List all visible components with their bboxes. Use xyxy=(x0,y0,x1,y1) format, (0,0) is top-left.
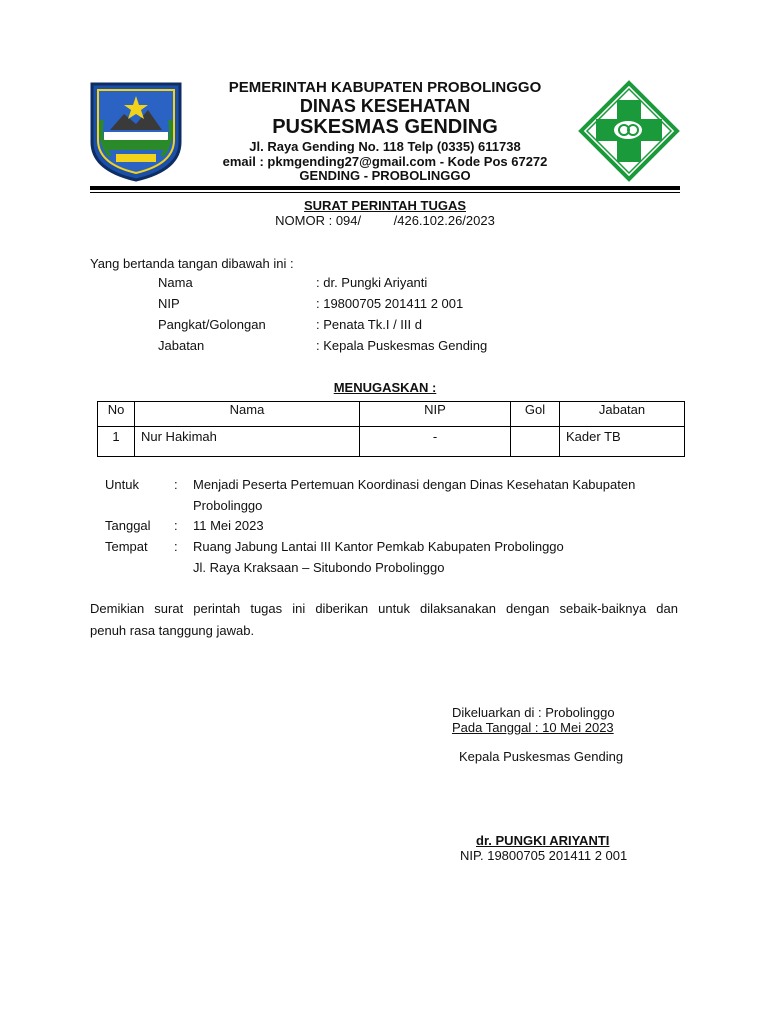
intro-text: Yang bertanda tangan dibawah ini : xyxy=(90,256,294,271)
document-number: NOMOR : 094/ /426.102.26/2023 xyxy=(275,213,495,228)
assignment-table xyxy=(97,401,685,457)
letterhead-government: PEMERINTAH KABUPATEN PROBOLINGGO xyxy=(228,79,542,96)
letterhead-agency: DINAS KESEHATAN xyxy=(299,96,471,116)
untuk-label: Untuk xyxy=(105,477,139,492)
document-title: SURAT PERINTAH TUGAS xyxy=(303,198,467,213)
signer-name-label: Nama xyxy=(158,275,193,290)
cell-nama: Nur Hakimah xyxy=(135,427,360,457)
cell-jabatan: Kader TB xyxy=(560,427,685,457)
tanggal-label: Tanggal xyxy=(105,518,151,533)
signer-position: Kepala Puskesmas Gending xyxy=(459,749,624,764)
tanggal-value: 11 Mei 2023 xyxy=(193,518,264,533)
letterhead-location: GENDING - PROBOLINGGO xyxy=(299,168,471,183)
tempat-label: Tempat xyxy=(105,539,148,554)
issued-place: Dikeluarkan di : Probolinggo xyxy=(452,705,615,720)
header-jabatan: Jabatan xyxy=(560,402,685,427)
tempat-value-line2: Jl. Raya Kraksaan – Situbondo Probolinggo xyxy=(193,560,445,575)
letterhead-address: Jl. Raya Gending No. 118 Telp (0335) 611738 xyxy=(249,139,521,154)
tempat-colon: : xyxy=(174,539,178,554)
header-gol: Gol xyxy=(511,402,560,427)
signer-name-value: : dr. Pungki Ariyanti xyxy=(316,275,428,290)
header-no: No xyxy=(98,402,135,427)
closing-line1: Demikian surat perintah tugas ini diberikan untuk dilaksanakan dengan sebaik-baiknya dan xyxy=(90,601,678,616)
assign-heading: MENUGASKAN : xyxy=(333,380,437,395)
header-nip: NIP xyxy=(360,402,511,427)
header-rule-thin xyxy=(90,192,680,193)
signer-nip: NIP. 19800705 201411 2 001 xyxy=(460,848,628,863)
signer-name: dr. PUNGKI ARIYANTI xyxy=(476,833,610,848)
cell-nip: - xyxy=(360,427,511,457)
closing-line2: penuh rasa tanggung jawab. xyxy=(90,623,255,638)
signer-position-label: Jabatan xyxy=(158,338,205,353)
table-row xyxy=(98,427,685,457)
header-rule-thick xyxy=(90,186,680,190)
untuk-colon: : xyxy=(174,477,178,492)
letterhead-institution: PUSKESMAS GENDING xyxy=(272,116,498,138)
signer-nip-label: NIP xyxy=(158,296,180,311)
tempat-value-line1: Ruang Jabung Lantai III Kantor Pemkab Kabupaten Probolinggo xyxy=(193,539,564,554)
signer-rank-label: Pangkat/Golongan xyxy=(158,317,266,332)
untuk-value-line2: Probolinggo xyxy=(193,498,263,513)
untuk-value-line1: Menjadi Peserta Pertemuan Koordinasi dengan Dinas Kesehatan Kabupaten xyxy=(193,477,636,492)
signer-nip-value: : 19800705 201411 2 001 xyxy=(316,296,464,311)
letterhead-email: email : pkmgending27@gmail.com - Kode Pos 67272 xyxy=(222,154,548,169)
table-header-row xyxy=(98,402,685,427)
regency-crest-icon xyxy=(88,80,184,182)
header-nama: Nama xyxy=(135,402,360,427)
signer-position-value: : Kepala Puskesmas Gending xyxy=(316,338,488,353)
cell-gol xyxy=(511,427,560,457)
cell-no: 1 xyxy=(98,427,135,457)
health-cross-icon xyxy=(578,80,680,182)
signer-rank-value: : Penata Tk.I / III d xyxy=(316,317,422,332)
issued-date: Pada Tanggal : 10 Mei 2023 xyxy=(452,720,614,735)
tanggal-colon: : xyxy=(174,518,178,533)
